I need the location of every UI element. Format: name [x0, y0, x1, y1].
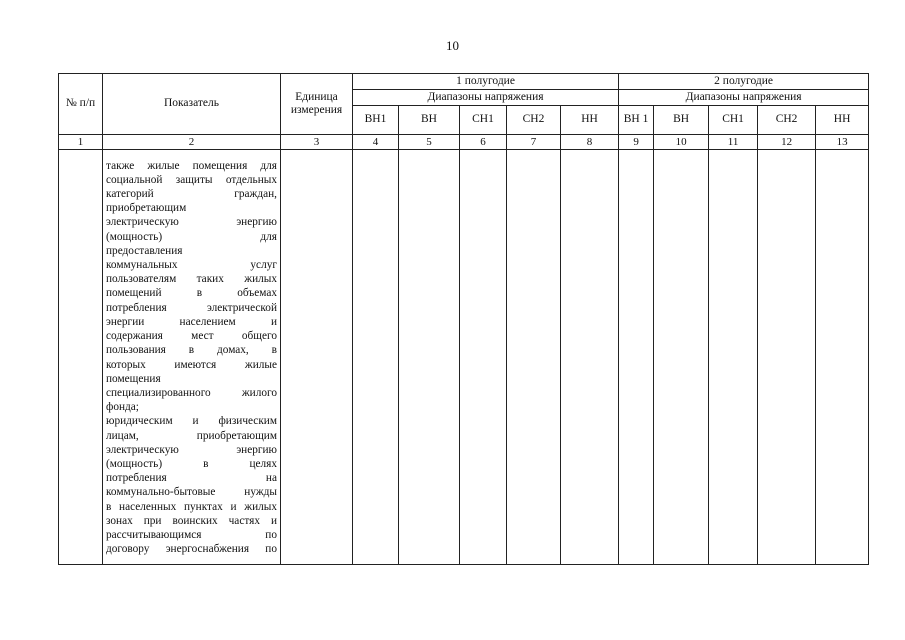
indicator-line: (мощность) в целях [106, 457, 277, 470]
indicator-line: коммунально-бытовые нужды [106, 486, 277, 499]
indicator-line: фонда; [106, 401, 139, 414]
cell-value [561, 150, 619, 565]
header-voltage-ranges-2: Диапазоны напряжения [619, 90, 869, 106]
indicator-text [103, 158, 280, 557]
column-number: 4 [353, 135, 399, 150]
indicator-line: потребления на [106, 472, 277, 485]
column-number: 9 [619, 135, 654, 150]
column-number: 12 [758, 135, 816, 150]
cell-value [460, 150, 507, 565]
indicator-line: в населенных пунктах и жилых [106, 500, 277, 513]
indicator-line: потребления электрической [106, 301, 277, 314]
header-indicator: Показатель [103, 74, 281, 135]
column-number: 6 [460, 135, 507, 150]
indicator-line: электрическую энергию [106, 216, 277, 229]
column-number: 7 [507, 135, 561, 150]
tariff-table [58, 73, 869, 565]
indicator-line: энергии населением и [106, 315, 277, 328]
level-h2-sn1: СН1 [709, 106, 758, 135]
level-h2-vn: ВН [654, 106, 709, 135]
level-h2-sn2: СН2 [758, 106, 816, 135]
indicator-line: лицам, приобретающим [106, 429, 277, 442]
column-number: 1 [59, 135, 103, 150]
cell-value [654, 150, 709, 565]
column-number: 11 [709, 135, 758, 150]
cell-value [816, 150, 869, 565]
indicator-line: пользования в домах, в [106, 344, 277, 357]
indicator-line: социальной защиты отдельных [106, 173, 277, 186]
indicator-line: категорий граждан, [106, 188, 277, 201]
cell-row-number [59, 150, 103, 565]
indicator-line: пользователям таких жилых [106, 273, 277, 286]
cell-value [353, 150, 399, 565]
indicator-line: предоставления [106, 244, 183, 257]
cell-value [709, 150, 758, 565]
indicator-line: помещения [106, 372, 161, 385]
indicator-line: также жилые помещения для [106, 159, 277, 172]
column-number: 2 [103, 135, 281, 150]
cell-value [399, 150, 460, 565]
column-number: 10 [654, 135, 709, 150]
table-row [59, 150, 869, 565]
column-number: 8 [561, 135, 619, 150]
column-number: 5 [399, 135, 460, 150]
header-row-number: № п/п [59, 74, 103, 135]
header-voltage-ranges-1: Диапазоны напряжения [353, 90, 619, 106]
page-number: 10 [446, 38, 459, 53]
cell-value [758, 150, 816, 565]
indicator-line: договору энергоснабжения по [106, 543, 277, 556]
cell-value [619, 150, 654, 565]
indicator-line: зонах при воинских частях и [106, 514, 277, 527]
level-h1-sn2: СН2 [507, 106, 561, 135]
header-half2: 2 полугодие [619, 74, 869, 90]
column-numbers-row [59, 135, 869, 150]
cell-value [507, 150, 561, 565]
indicator-line: приобретающим [106, 202, 187, 215]
level-h2-vn1: ВН 1 [619, 106, 654, 135]
indicator-line: которых имеются жилые [106, 358, 277, 371]
column-number: 3 [281, 135, 353, 150]
indicator-line: юридическим и физическим [106, 415, 277, 428]
cell-unit [281, 150, 353, 565]
column-number: 13 [816, 135, 869, 150]
cell-indicator [103, 150, 281, 565]
level-h1-vn1: ВН1 [353, 106, 399, 135]
header-unit: Единица измерения [281, 74, 353, 135]
indicator-line: рассчитывающимся по [106, 528, 277, 541]
level-h1-nn: НН [561, 106, 619, 135]
indicator-line: специализированного жилого [106, 386, 277, 399]
indicator-line: коммунальных услуг [106, 259, 277, 272]
indicator-line: электрическую энергию [106, 443, 277, 456]
level-h1-sn1: СН1 [460, 106, 507, 135]
indicator-line: содержания мест общего [106, 330, 277, 343]
level-h2-nn: НН [816, 106, 869, 135]
indicator-line: (мощность) для [106, 230, 277, 243]
level-h1-vn: ВН [399, 106, 460, 135]
indicator-line: помещений в объемах [106, 287, 277, 300]
header-half1: 1 полугодие [353, 74, 619, 90]
